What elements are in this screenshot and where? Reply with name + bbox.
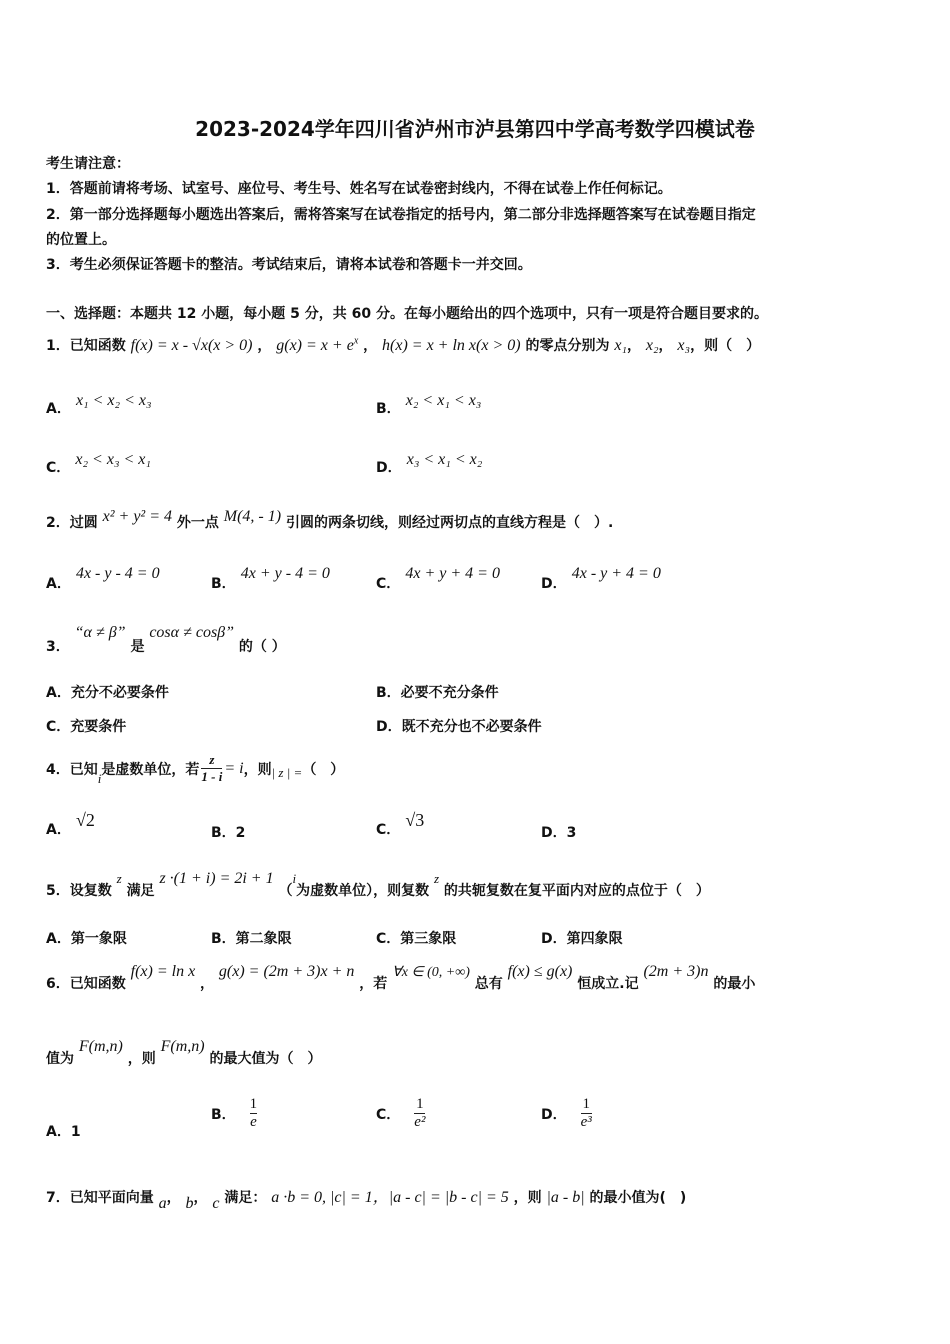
q3-cond2: cosα ≠ cosβ” — [149, 624, 235, 641]
q6-option-b-frac — [250, 1096, 258, 1131]
question-5 — [46, 868, 710, 899]
q2-tail: 引圆的两条切线，则经过两切点的直线方程是（ ）. — [285, 515, 614, 531]
q3-tail: 的（ ） — [238, 639, 286, 655]
q6-f: f(x) = ln x — [130, 963, 196, 980]
q4-mid: 是虚数单位，若 — [101, 761, 200, 778]
question-6-line2 — [46, 1036, 322, 1067]
q1-c1: ， — [627, 338, 641, 354]
q3-stem: 3． — [46, 639, 70, 655]
q3-option-b[interactable]: B．必要不充分条件 — [376, 685, 499, 701]
q6-option-c[interactable] — [376, 1096, 425, 1131]
q1-f: f(x) = x - √x(x > 0) — [130, 337, 253, 354]
q6-g: g(x) = (2m + 3)x + n — [218, 963, 355, 980]
q4-fraction — [201, 752, 222, 785]
q4-option-c-label: C． — [376, 822, 401, 838]
q1-option-d-label: D． — [376, 460, 402, 476]
section-heading: 一、选择题：本题共 12 小题，每小题 5 分，共 60 分。在每小题给出的四个选项中，只有一项是符合题目要求的。 — [46, 306, 768, 322]
q1-g-exp: x — [353, 335, 359, 347]
q1-stem: 1．已知函数 — [46, 338, 126, 354]
q6-option-c-frac — [414, 1096, 425, 1131]
q6-ruo: ，若 — [359, 976, 388, 992]
q4-option-c-text: √3 — [405, 810, 425, 830]
q4-option-a-label: A． — [46, 822, 71, 838]
q6-stem: 6．已知函数 — [46, 976, 126, 992]
q7-tail: 的最小值为( ) — [589, 1190, 687, 1206]
q4-stem: 4．已知 — [46, 761, 98, 778]
q7-mid: 满足： — [224, 1190, 267, 1206]
q4-then: ，则 — [243, 761, 272, 778]
q2-option-b[interactable] — [211, 563, 330, 592]
q4-option-b[interactable]: B．2 — [211, 825, 246, 841]
q1-option-d-text: x₃ < x₁ < x₂ — [406, 451, 483, 468]
q5-i: i — [292, 871, 297, 886]
q1-option-b-text: x₂ < x₁ < x₃ — [405, 392, 482, 409]
q2-option-b-label: B． — [211, 576, 236, 592]
q2-option-c-text: 4x + y + 4 = 0 — [405, 565, 500, 582]
q3-option-c[interactable]: C．充要条件 — [46, 719, 127, 735]
q2-option-d-label: D． — [541, 576, 567, 592]
q6-F2: F(m,n) — [160, 1038, 205, 1055]
q2-option-d[interactable] — [541, 563, 661, 592]
q6-line2a: 值为 — [46, 1051, 74, 1067]
q2-option-c[interactable] — [376, 563, 500, 592]
question-2 — [46, 508, 614, 532]
q5-z: z — [116, 871, 122, 886]
q4-option-a-text: √2 — [75, 810, 95, 830]
q1-x2: x₂ — [645, 337, 659, 354]
q7-stem: 7．已知平面向量 — [46, 1190, 154, 1206]
q1-option-b-label: B． — [376, 401, 401, 417]
q7-cond: a ·b = 0, |c| = 1，|a - c| = |b - c| = 5 — [271, 1189, 509, 1206]
q4-frac-num: z — [209, 752, 215, 767]
q6-expr: (2m + 3)n — [643, 963, 709, 980]
q1-option-d[interactable] — [376, 449, 483, 476]
question-6 — [46, 961, 756, 992]
q1-option-b[interactable] — [376, 390, 482, 417]
q5-tail: 的共轭复数在复平面内对应的点位于（ ） — [443, 883, 710, 899]
q6-option-d[interactable] — [541, 1096, 592, 1131]
q1-g — [276, 337, 358, 354]
q1-tail: ，则（ ） — [690, 338, 761, 354]
q7-then: ，则 — [513, 1190, 542, 1206]
q2-option-a[interactable] — [46, 563, 160, 592]
q2-stem: 2．过圆 — [46, 515, 98, 531]
q7-b: b — [185, 1195, 194, 1212]
page-title: 2023-2024学年四川省泸州市泸县第四中学高考数学四模试卷 — [195, 117, 755, 141]
q1-x3: x₃ — [677, 337, 691, 354]
q6-always: 总有 — [474, 976, 503, 992]
q6-b-den: e — [250, 1114, 257, 1130]
question-7 — [46, 1184, 687, 1212]
q1-sep1: ， — [257, 338, 272, 354]
q1-option-c-text: x₂ < x₃ < x₁ — [75, 451, 151, 468]
question-1 — [46, 335, 760, 355]
q7-c: c — [212, 1195, 220, 1212]
q4-option-c[interactable] — [376, 810, 425, 838]
q2-option-a-label: A． — [46, 576, 71, 592]
q6-sep: ， — [200, 976, 215, 992]
q6-forall: ∀x ∈ (0, +∞) — [392, 965, 470, 980]
q2-option-a-text: 4x - y - 4 = 0 — [75, 565, 160, 582]
notice-heading: 考生请注意： — [46, 156, 130, 172]
q4-abs: | z | = — [271, 764, 303, 780]
q2-circle: x² + y² = 4 — [102, 508, 173, 525]
question-4 — [46, 752, 344, 785]
q6-ineq: f(x) ≤ g(x) — [507, 963, 573, 980]
q6-c-den: e² — [414, 1114, 426, 1130]
q5-mid: 满足 — [126, 883, 155, 899]
q6-option-a[interactable]: A．1 — [46, 1124, 81, 1140]
notice-item-1: 1．答题前请将考场、试室号、座位号、考生号、姓名写在试卷密封线内，不得在试卷上作任何标记。 — [46, 181, 672, 197]
q6-F1: F(m,n) — [78, 1038, 123, 1055]
q5-option-b[interactable]: B．第二象限 — [211, 931, 292, 947]
q4-option-d[interactable]: D．3 — [541, 825, 577, 841]
q6-b-num: 1 — [249, 1096, 258, 1112]
q5-stem: 5．设复数 — [46, 883, 112, 899]
q6-mid: 恒成立.记 — [577, 976, 639, 992]
q7-c1: ， — [166, 1190, 181, 1206]
q7-a: a — [158, 1195, 167, 1212]
notice-item-2-cont: 的位置上。 — [46, 232, 116, 248]
q3-cond1: “α ≠ β” — [74, 624, 126, 641]
q3-option-a[interactable]: A．充分不必要条件 — [46, 685, 169, 701]
q6-option-b[interactable] — [211, 1096, 257, 1131]
q1-sep2: ， — [363, 338, 378, 354]
q4-eq: = i — [224, 759, 244, 777]
q4-frac-den: 1 - i — [201, 769, 223, 784]
q1-x1: x₁ — [614, 337, 627, 354]
q2-point: M(4, - 1) — [223, 508, 282, 525]
q4-tail: （ ） — [302, 761, 345, 778]
q6-option-d-label: D． — [541, 1106, 567, 1123]
notice-item-2: 2．第一部分选择题每小题选出答案后，需将答案写在试卷指定的括号内，第二部分非选择题答案写在试卷题目指定 — [46, 207, 756, 223]
question-3 — [46, 622, 286, 655]
q1-h: h(x) = x + ln x(x > 0) — [382, 337, 521, 354]
q4-i: i — [97, 770, 102, 786]
q5-paren: （ — [278, 883, 293, 899]
q6-tail: 的最小 — [713, 976, 756, 992]
q7-target: |a - b| — [546, 1189, 585, 1206]
q1-c2: ， — [658, 338, 673, 354]
q1-option-a[interactable] — [46, 390, 152, 417]
q6-d-den: e³ — [580, 1114, 592, 1130]
q2-option-d-text: 4x - y + 4 = 0 — [571, 565, 661, 582]
q2-mid: 外一点 — [176, 515, 219, 531]
q5-option-a[interactable]: A．第一象限 — [46, 931, 127, 947]
q6-c-num: 1 — [416, 1096, 424, 1112]
q3-mid: 是 — [130, 639, 145, 655]
q1-mid: 的零点分别为 — [525, 338, 610, 354]
q1-option-a-label: A． — [46, 401, 71, 417]
q2-option-b-text: 4x + y - 4 = 0 — [240, 565, 330, 582]
q6-line2b: ，则 — [127, 1051, 156, 1067]
q1-option-c-label: C． — [46, 460, 71, 476]
q1-g-base: g(x) = x + e — [276, 337, 354, 354]
q5-z2: z — [433, 871, 440, 886]
q6-option-b-label: B． — [211, 1106, 236, 1123]
q5-eq: z ·(1 + i) = 2i + 1 — [159, 870, 274, 887]
notice-item-3: 3．考生必须保证答题卡的整洁。考试结束后，请将本试卷和答题卡一并交回。 — [46, 257, 532, 273]
q6-option-d-frac — [581, 1096, 592, 1131]
q4-option-a[interactable] — [46, 810, 95, 838]
q5-option-c[interactable]: C．第三象限 — [376, 931, 457, 947]
q5-option-d[interactable]: D．第四象限 — [541, 931, 623, 947]
q6-line2c: 的最大值为（ ） — [209, 1051, 322, 1067]
q1-option-c[interactable] — [46, 449, 151, 476]
q2-option-c-label: C． — [376, 576, 401, 592]
q6-option-c-label: C． — [376, 1106, 401, 1123]
q6-d-num: 1 — [582, 1096, 590, 1112]
q1-option-a-text: x₁ < x₂ < x₃ — [75, 392, 152, 409]
q3-option-d[interactable]: D．既不充分也不必要条件 — [376, 719, 542, 735]
q7-c2: ， — [193, 1190, 208, 1206]
q5-mid2: 为虚数单位），则复数 — [296, 883, 430, 899]
